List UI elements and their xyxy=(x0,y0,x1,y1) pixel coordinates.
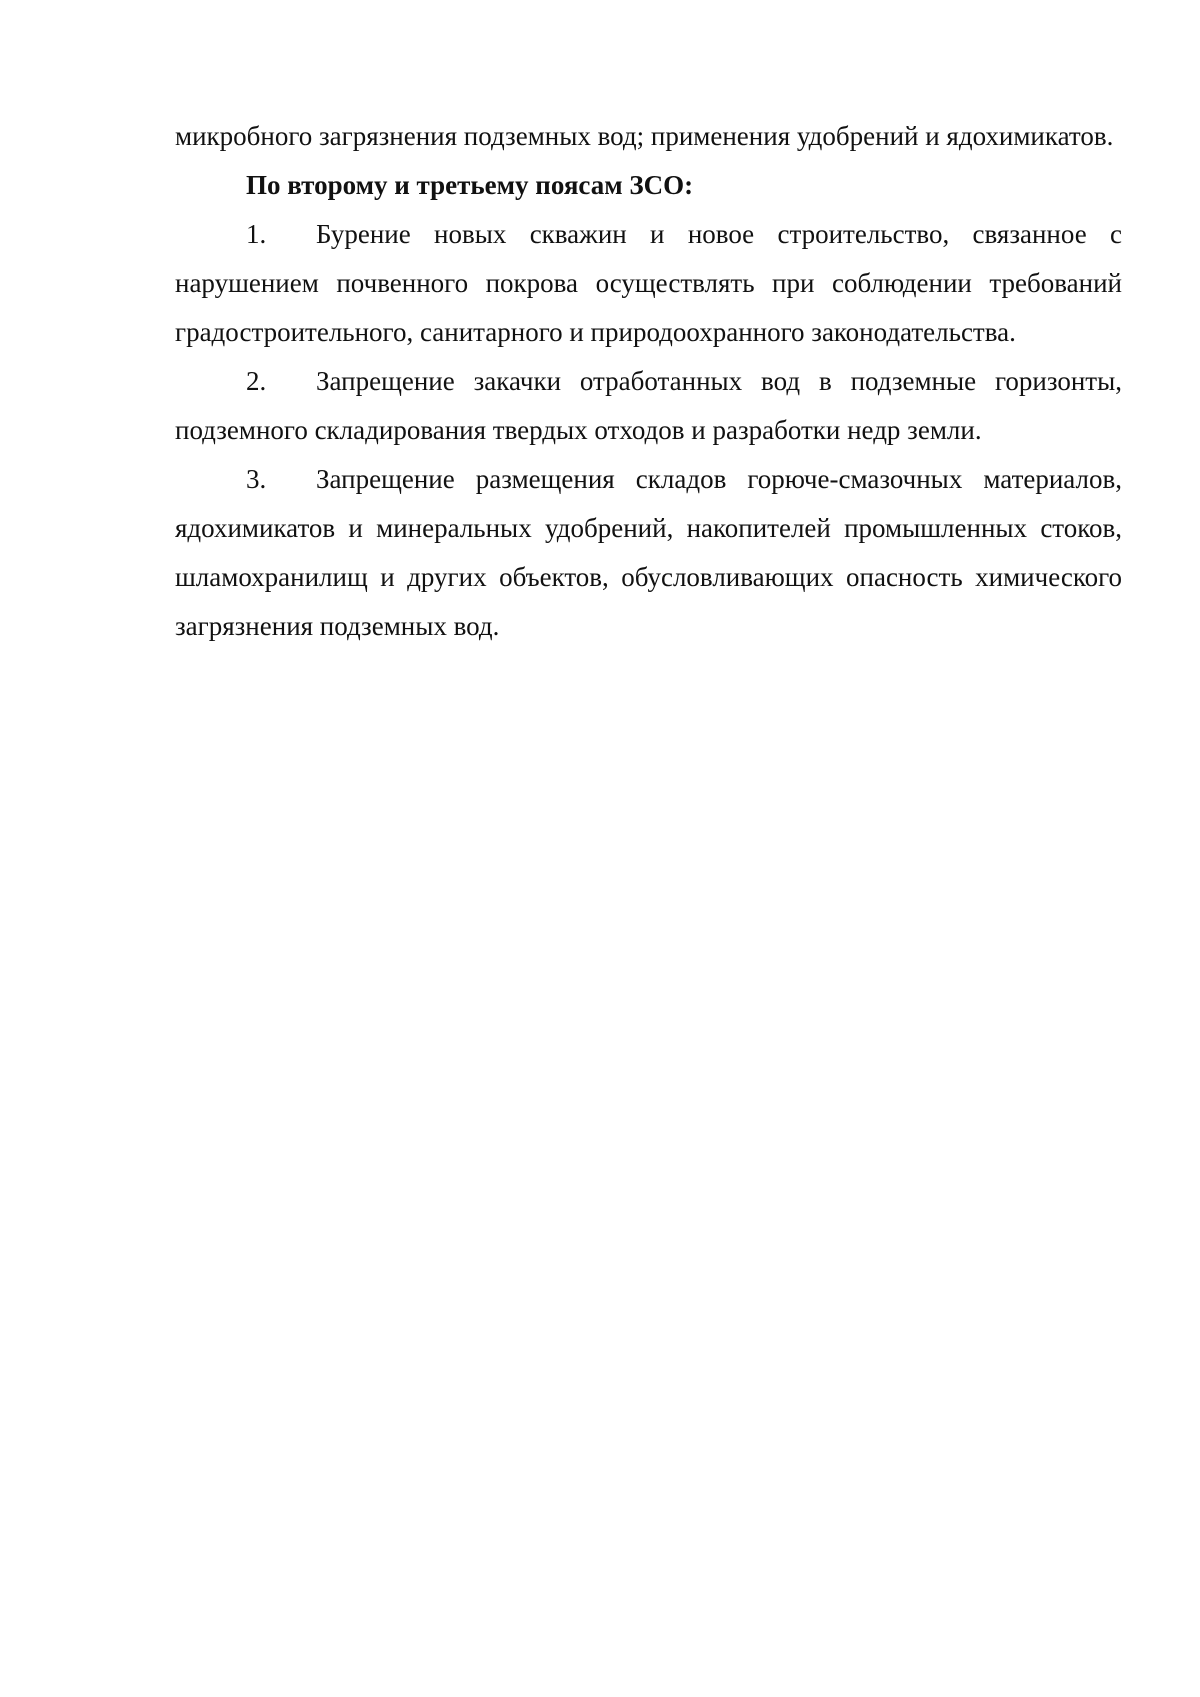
document-body xyxy=(175,112,1122,651)
list-item-text: Бурение новых скважин и новое строительство, связанное с нарушением почвенного покрова осуществлять при соблюдении требований градостроительного, санитарного и природоохранного законодательства. xyxy=(175,219,1122,347)
list-item-number: 2. xyxy=(246,366,267,396)
list-item-text: Запрещение размещения складов горюче-смазочных материалов, ядохимикатов и минеральных удобрений, накопителей промышленных стоков, шламохранилищ и других объектов, обусловливающих опасность химического загрязнения подземных вод. xyxy=(175,464,1122,641)
list-item xyxy=(175,455,1122,651)
section-heading: По второму и третьему поясам ЗСО: xyxy=(246,170,694,200)
list-item xyxy=(175,210,1122,357)
intro-paragraph: микробного загрязнения подземных вод; применения удобрений и ядохимикатов. xyxy=(175,121,1114,151)
list-item xyxy=(175,357,1122,455)
list-item-number: 3. xyxy=(246,464,267,494)
list-item-text: Запрещение закачки отработанных вод в подземные горизонты, подземного складирования твердых отходов и разработки недр земли. xyxy=(175,366,1122,445)
list-item-number: 1. xyxy=(246,219,267,249)
